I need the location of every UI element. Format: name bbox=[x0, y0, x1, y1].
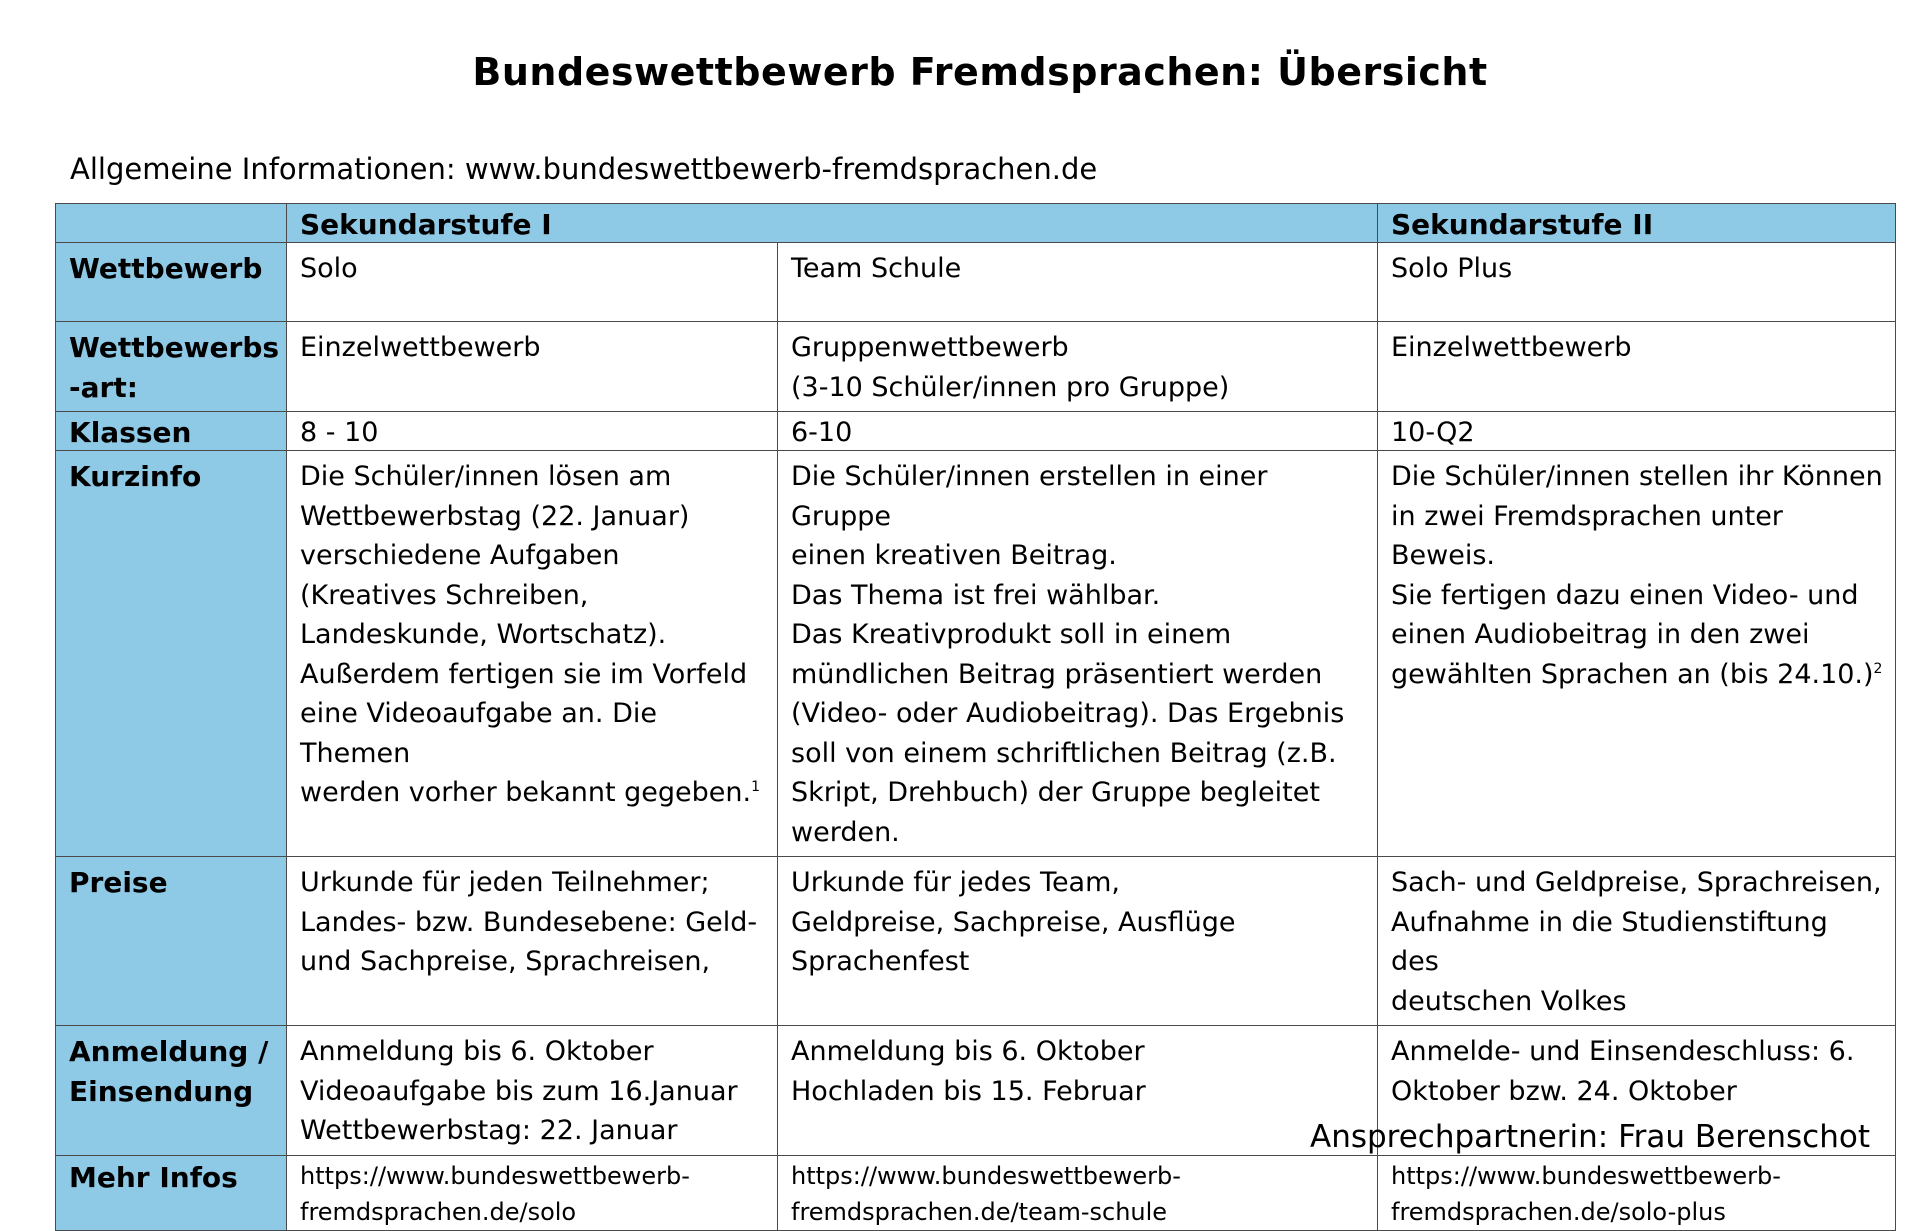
solo-info-text: Die Schüler/innen lösen am Wettbewerbstag (22. Januar) verschiedene Aufgaben (Kreatives Schreiben, Landeskunde, Wortschatz). Außerdem fertigen sie im Vorfeld eine Videoaufgabe an. Die Themen werden vorher bekannt gegeben. bbox=[300, 461, 752, 808]
cell-soloplus-classes: 10-Q2 bbox=[1378, 412, 1896, 451]
stage-header-empty bbox=[56, 204, 287, 243]
table-row bbox=[56, 451, 1896, 857]
row-label-registration: Anmeldung / Einsendung bbox=[56, 1026, 287, 1156]
cell-team-type: Gruppenwettbewerb (3-10 Schüler/innen pro Gruppe) bbox=[778, 322, 1378, 412]
soloplus-info-text: Die Schüler/innen stellen ihr Können in zwei Fremdsprachen unter Beweis. Sie fertigen dazu einen Video- und einen Audiobeitrag in den zwei gewählten Sprachen an (bis 24.10.) bbox=[1391, 461, 1883, 690]
overview-table bbox=[55, 203, 1896, 1231]
cell-team-competition: Team Schule bbox=[778, 243, 1378, 322]
cell-team-registration: Anmeldung bis 6. Oktober Hochladen bis 15. Februar bbox=[778, 1026, 1378, 1156]
footnote-marker: 1 bbox=[751, 779, 761, 795]
row-label-competition: Wettbewerb bbox=[56, 243, 287, 322]
table-row bbox=[56, 243, 1896, 322]
table-row bbox=[56, 1155, 1896, 1230]
stage-header-sek1: Sekundarstufe I bbox=[287, 204, 1378, 243]
cell-solo-prizes: Urkunde für jeden Teilnehmer; Landes- bzw. Bundesebene: Geld- und Sachpreise, Sprachreisen, bbox=[287, 857, 778, 1026]
cell-solo-type: Einzelwettbewerb bbox=[287, 322, 778, 412]
cell-soloplus-prizes: Sach- und Geldpreise, Sprachreisen, Aufnahme in die Studienstiftung des deutschen Volkes bbox=[1378, 857, 1896, 1026]
cell-soloplus-registration: Anmelde- und Einsendeschluss: 6. Oktober bzw. 24. Oktober bbox=[1378, 1026, 1896, 1156]
cell-solo-competition: Solo bbox=[287, 243, 778, 322]
contact-person: Ansprechpartnerin: Frau Berenschot bbox=[1309, 1119, 1870, 1155]
row-label-info: Kurzinfo bbox=[56, 451, 287, 857]
cell-solo-info bbox=[287, 451, 778, 857]
cell-soloplus-type: Einzelwettbewerb bbox=[1378, 322, 1896, 412]
row-label-type: Wettbewerbs -art: bbox=[56, 322, 287, 412]
link-solo[interactable]: https://www.bundeswettbewerb- fremdsprachen.de/solo bbox=[287, 1155, 778, 1230]
stage-header-sek2: Sekundarstufe II bbox=[1378, 204, 1896, 243]
cell-team-info: Die Schüler/innen erstellen in einer Gruppe einen kreativen Beitrag. Das Thema ist frei wählbar. Das Kreativprodukt soll in einem mündlichen Beitrag präsentiert werden (Video- oder Audiobeitrag). Das Ergebnis soll von einem schriftlichen Beitrag (z.B. Skript, Drehbuch) der Gruppe begleitet werden. bbox=[778, 451, 1378, 857]
footnote-marker: 2 bbox=[1873, 660, 1883, 677]
cell-solo-classes: 8 - 10 bbox=[287, 412, 778, 451]
stage-header-row bbox=[56, 204, 1896, 243]
cell-solo-registration: Anmeldung bis 6. Oktober Videoaufgabe bis zum 16.Januar Wettbewerbstag: 22. Januar bbox=[287, 1026, 778, 1156]
cell-soloplus-info bbox=[1378, 451, 1896, 857]
link-team-schule[interactable]: https://www.bundeswettbewerb- fremdsprachen.de/team-schule bbox=[778, 1155, 1378, 1230]
row-label-classes: Klassen bbox=[56, 412, 287, 451]
row-label-prizes: Preise bbox=[56, 857, 287, 1026]
link-solo-plus[interactable]: https://www.bundeswettbewerb- fremdsprachen.de/solo-plus bbox=[1378, 1155, 1896, 1230]
table-row bbox=[56, 412, 1896, 451]
page-title: Bundeswettbewerb Fremdsprachen: Übersicht bbox=[472, 50, 1488, 94]
table-row bbox=[56, 322, 1896, 412]
general-info-line: Allgemeine Informationen: www.bundeswettbewerb-fremdsprachen.de bbox=[70, 152, 1098, 186]
table-row bbox=[56, 857, 1896, 1026]
cell-soloplus-competition: Solo Plus bbox=[1378, 243, 1896, 322]
row-label-links: Mehr Infos bbox=[56, 1155, 287, 1230]
cell-team-classes: 6-10 bbox=[778, 412, 1378, 451]
cell-team-prizes: Urkunde für jedes Team, Geldpreise, Sachpreise, Ausflüge Sprachenfest bbox=[778, 857, 1378, 1026]
